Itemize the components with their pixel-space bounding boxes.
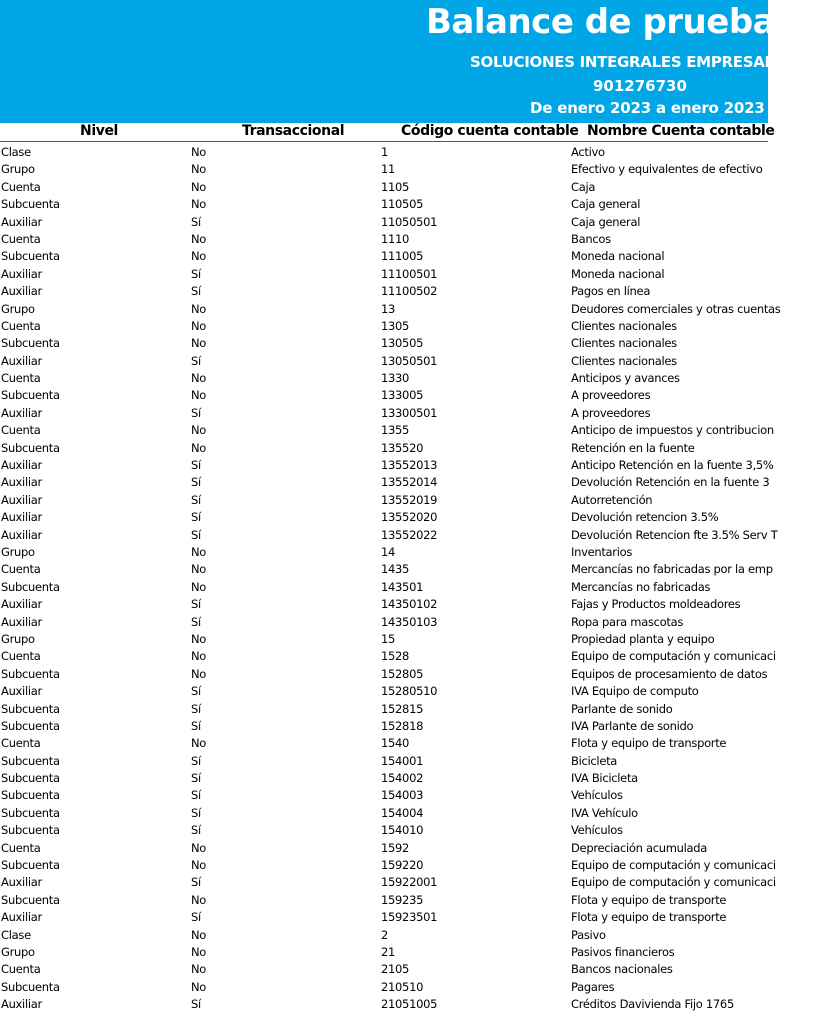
cell-nivel: Clase [1, 927, 31, 942]
cell-codigo: 1355 [381, 423, 410, 438]
cell-transaccional: Sí [191, 805, 201, 820]
cell-nivel: Subcuenta [1, 249, 60, 264]
table-row[interactable] [0, 527, 778, 544]
cell-transaccional: Sí [191, 753, 201, 768]
cell-codigo: 13552019 [381, 492, 438, 507]
cell-nivel: Subcuenta [1, 440, 60, 455]
cell-transaccional: Sí [191, 718, 201, 733]
cell-nivel: Cuenta [1, 840, 41, 855]
cell-codigo: 14350102 [381, 597, 438, 612]
cell-nombre: Moneda nacional [571, 249, 665, 264]
table-row[interactable] [0, 318, 768, 335]
table-row[interactable] [0, 405, 768, 422]
cell-nivel: Auxiliar [1, 266, 42, 281]
cell-nombre: Autorretención [571, 492, 653, 507]
cell-nivel: Auxiliar [1, 353, 42, 368]
table-row[interactable] [0, 892, 768, 909]
cell-nivel: Subcuenta [1, 823, 60, 838]
table-row[interactable] [0, 683, 768, 700]
cell-transaccional: Sí [191, 405, 201, 420]
cell-transaccional: No [191, 318, 207, 333]
cell-transaccional: No [191, 858, 207, 873]
cell-nivel: Auxiliar [1, 527, 42, 542]
table-row[interactable] [0, 387, 768, 404]
cell-nivel: Auxiliar [1, 510, 42, 525]
table-row[interactable] [0, 474, 768, 491]
company-name: SOLUCIONES INTEGRALES EMPRESARIAI [470, 53, 798, 71]
cell-nombre: Devolución Retención en la fuente 3 [571, 475, 770, 490]
table-row[interactable] [0, 770, 768, 787]
cell-transaccional: Sí [191, 701, 201, 716]
cell-transaccional: Sí [191, 266, 201, 281]
cell-nivel: Cuenta [1, 423, 41, 438]
cell-nombre: Parlante de sonido [571, 701, 673, 716]
table-row[interactable] [0, 283, 768, 300]
cell-nombre: Anticipo Retención en la fuente 3,5% [571, 458, 774, 473]
cell-codigo: 11100502 [381, 284, 438, 299]
cell-codigo: 15 [381, 631, 396, 646]
cell-transaccional: No [191, 388, 207, 403]
cell-codigo: 15280510 [381, 684, 438, 699]
cell-transaccional: No [191, 336, 207, 351]
cell-codigo: 1305 [381, 318, 410, 333]
table-row[interactable] [0, 718, 768, 735]
cell-transaccional: Sí [191, 284, 201, 299]
cell-transaccional: No [191, 962, 207, 977]
cell-nombre: Pagares [571, 979, 615, 994]
cell-codigo: 13050501 [381, 353, 438, 368]
cell-nombre: Equipo de computación y comunicaci [571, 875, 776, 890]
cell-codigo: 15923501 [381, 910, 438, 925]
cell-transaccional: No [191, 145, 207, 159]
cell-codigo: 14350103 [381, 614, 438, 629]
cell-nombre: Devolución Retencion fte 3.5% Serv T [571, 527, 778, 542]
table-row[interactable] [0, 353, 768, 370]
table-row[interactable] [0, 961, 768, 978]
cell-nivel: Auxiliar [1, 405, 42, 420]
table-row[interactable] [0, 301, 781, 318]
cell-nombre: Mercancías no fabricadas [571, 579, 711, 594]
cell-nivel: Auxiliar [1, 684, 42, 699]
cell-nombre: Moneda nacional [571, 266, 665, 281]
cell-transaccional: No [191, 736, 207, 751]
table-row[interactable] [0, 927, 768, 944]
table-row[interactable] [0, 787, 768, 804]
table-row[interactable] [0, 561, 773, 578]
table-row[interactable] [0, 631, 768, 648]
cell-nivel: Subcuenta [1, 197, 60, 212]
cell-transaccional: Sí [191, 614, 201, 629]
cell-nombre: Caja [571, 179, 596, 194]
cell-codigo: 13 [381, 301, 396, 316]
cell-codigo: 2 [381, 927, 389, 942]
cell-codigo: 2105 [381, 962, 410, 977]
cell-transaccional: No [191, 649, 207, 664]
cell-transaccional: No [191, 631, 207, 646]
table-row[interactable] [0, 614, 768, 631]
cell-codigo: 1110 [381, 231, 410, 246]
cell-nivel: Cuenta [1, 562, 41, 577]
cell-transaccional: No [191, 197, 207, 212]
cell-nivel: Subcuenta [1, 753, 60, 768]
cell-codigo: 1528 [381, 649, 410, 664]
cell-codigo: 1105 [381, 179, 410, 194]
table-row[interactable] [0, 509, 768, 526]
table-row[interactable] [0, 440, 768, 457]
table-header [0, 123, 775, 142]
cell-transaccional: No [191, 162, 207, 177]
table-row[interactable] [0, 266, 768, 283]
cell-nivel: Auxiliar [1, 475, 42, 490]
table-row[interactable] [0, 492, 768, 509]
cell-codigo: 154010 [381, 823, 424, 838]
cell-transaccional: Sí [191, 684, 201, 699]
cell-nombre: Caja general [571, 197, 641, 212]
cell-transaccional: Sí [191, 527, 201, 542]
cell-nombre: Bancos nacionales [571, 962, 673, 977]
cell-codigo: 11100501 [381, 266, 438, 281]
cell-nivel: Grupo [1, 544, 35, 559]
cell-codigo: 154003 [381, 788, 424, 803]
cell-nivel: Auxiliar [1, 214, 42, 229]
table-row[interactable] [0, 248, 768, 265]
table-row[interactable] [0, 161, 768, 178]
cell-transaccional: Sí [191, 910, 201, 925]
cell-nivel: Auxiliar [1, 458, 42, 473]
cell-nombre: Equipo de computación y comunicaci [571, 858, 776, 873]
cell-nivel: Cuenta [1, 962, 41, 977]
column-header-nombre[interactable]: Nombre Cuenta contable [587, 123, 775, 139]
cell-nombre: Retención en la fuente [571, 440, 695, 455]
cell-nombre: Equipos de procesamiento de datos [571, 666, 768, 681]
cell-nivel: Auxiliar [1, 597, 42, 612]
cell-codigo: 11 [381, 162, 396, 177]
report-header [0, 0, 833, 123]
cell-transaccional: Sí [191, 458, 201, 473]
cell-nivel: Subcuenta [1, 858, 60, 873]
cell-transaccional: Sí [191, 875, 201, 890]
cell-nombre: Fajas y Productos moldeadores [571, 597, 741, 612]
cell-transaccional: No [191, 544, 207, 559]
cell-transaccional: Sí [191, 788, 201, 803]
cell-transaccional: No [191, 440, 207, 455]
table-row[interactable] [0, 196, 768, 213]
table-row[interactable] [0, 996, 768, 1013]
table-body [0, 144, 781, 1024]
table-row[interactable] [0, 666, 768, 683]
cell-transaccional: No [191, 371, 207, 386]
cell-nivel: Grupo [1, 301, 35, 316]
cell-nombre: Ropa para mascotas [571, 614, 684, 629]
cell-codigo: 210510 [381, 979, 424, 994]
cell-nombre: A proveedores [571, 405, 651, 420]
cell-nivel: Grupo [1, 162, 35, 177]
cell-codigo: 21051005 [381, 997, 438, 1012]
cell-nivel: Clase [1, 145, 31, 159]
cell-codigo: 135520 [381, 440, 424, 455]
cell-nombre: Activo [571, 145, 605, 159]
cell-codigo: 11050501 [381, 214, 438, 229]
table-row[interactable] [0, 944, 768, 961]
cell-nombre: Inventarios [571, 544, 633, 559]
cell-nombre: Clientes nacionales [571, 336, 677, 351]
column-header-transaccional[interactable]: Transaccional [242, 123, 345, 139]
cell-nombre: IVA Parlante de sonido [571, 718, 694, 733]
cell-nombre: Pagos en línea [571, 284, 651, 299]
cell-codigo: 1330 [381, 371, 410, 386]
cell-nivel: Subcuenta [1, 979, 60, 994]
cell-nivel: Cuenta [1, 231, 41, 246]
cell-transaccional: Sí [191, 997, 201, 1012]
table-row[interactable] [0, 144, 768, 161]
cell-nombre: IVA Vehículo [571, 805, 638, 820]
cell-nombre: Bicicleta [571, 753, 618, 768]
cell-nivel: Grupo [1, 944, 35, 959]
cell-nombre: Devolución retencion 3.5% [571, 510, 719, 525]
cell-nivel: Cuenta [1, 371, 41, 386]
cell-codigo: 1 [381, 145, 389, 159]
cell-nivel: Auxiliar [1, 492, 42, 507]
cell-codigo: 13552014 [381, 475, 438, 490]
cell-codigo: 1592 [381, 840, 410, 855]
cell-transaccional: No [191, 666, 207, 681]
cell-transaccional: No [191, 562, 207, 577]
cell-nombre: Clientes nacionales [571, 353, 677, 368]
cell-codigo: 13300501 [381, 405, 438, 420]
cell-nivel: Subcuenta [1, 805, 60, 820]
cell-nivel: Grupo [1, 631, 35, 646]
table-row[interactable] [0, 544, 768, 561]
table-row[interactable] [0, 231, 768, 248]
cell-codigo: 1435 [381, 562, 410, 577]
cell-nombre: IVA Bicicleta [571, 771, 638, 786]
cell-nombre: Flota y equipo de transporte [571, 736, 727, 751]
cell-nivel: Subcuenta [1, 771, 60, 786]
cell-nivel: Subcuenta [1, 388, 60, 403]
table-row[interactable] [0, 179, 768, 196]
cell-transaccional: No [191, 301, 207, 316]
cell-nombre: Propiedad planta y equipo [571, 631, 715, 646]
cell-nivel: Subcuenta [1, 788, 60, 803]
report-title: Balance de prueba ge [426, 2, 833, 42]
cell-transaccional: No [191, 892, 207, 907]
cell-transaccional: Sí [191, 492, 201, 507]
cell-codigo: 143501 [381, 579, 424, 594]
cell-transaccional: No [191, 179, 207, 194]
cell-transaccional: No [191, 944, 207, 959]
table-row[interactable] [0, 335, 768, 352]
cell-codigo: 159220 [381, 858, 424, 873]
cell-nivel: Cuenta [1, 649, 41, 664]
cell-nombre: Vehículos [571, 788, 623, 803]
cell-nombre: Anticipo de impuestos y contribucion [571, 423, 774, 438]
cell-nombre: Clientes nacionales [571, 318, 677, 333]
cell-codigo: 130505 [381, 336, 424, 351]
table-row[interactable] [0, 370, 768, 387]
cell-transaccional: No [191, 231, 207, 246]
cell-nivel: Subcuenta [1, 336, 60, 351]
table-row[interactable] [0, 422, 774, 439]
cell-codigo: 154004 [381, 805, 424, 820]
cell-nivel: Subcuenta [1, 701, 60, 716]
cell-transaccional: No [191, 249, 207, 264]
cell-transaccional: No [191, 579, 207, 594]
cell-transaccional: Sí [191, 214, 201, 229]
cell-codigo: 15922001 [381, 875, 438, 890]
cell-transaccional: No [191, 927, 207, 942]
table-row[interactable] [0, 457, 774, 474]
cell-nombre: Equipo de computación y comunicaci [571, 649, 776, 664]
cell-transaccional: Sí [191, 353, 201, 368]
cell-transaccional: No [191, 979, 207, 994]
table-row[interactable] [0, 822, 768, 839]
cell-nombre: Pasivo [571, 927, 606, 942]
cell-nombre: Flota y equipo de transporte [571, 910, 727, 925]
cell-codigo: 154001 [381, 753, 424, 768]
table-row[interactable] [0, 648, 776, 665]
cell-nivel: Subcuenta [1, 579, 60, 594]
cell-codigo: 1540 [381, 736, 410, 751]
table-row[interactable] [0, 753, 768, 770]
cell-transaccional: Sí [191, 771, 201, 786]
cell-codigo: 13552020 [381, 510, 438, 525]
column-header-codigo[interactable]: Código cuenta contable [401, 123, 579, 139]
cell-nivel: Subcuenta [1, 666, 60, 681]
report-period: De enero 2023 a enero 2023 [530, 99, 765, 117]
cell-transaccional: Sí [191, 475, 201, 490]
cell-codigo: 14 [381, 544, 396, 559]
cell-transaccional: Sí [191, 510, 201, 525]
cell-nombre: Flota y equipo de transporte [571, 892, 727, 907]
table-row[interactable] [0, 214, 768, 231]
cell-nombre: Mercancías no fabricadas por la emp [571, 562, 773, 577]
cell-nivel: Subcuenta [1, 718, 60, 733]
table-row[interactable] [0, 874, 776, 891]
column-header-nivel[interactable]: Nivel [80, 123, 118, 139]
table-row[interactable] [0, 909, 768, 926]
cell-codigo: 152805 [381, 666, 424, 681]
cell-nombre: Deudores comerciales y otras cuentas [571, 301, 781, 316]
table-row[interactable] [0, 805, 768, 822]
cell-nivel: Auxiliar [1, 997, 42, 1012]
cell-nivel: Auxiliar [1, 284, 42, 299]
cell-codigo: 159235 [381, 892, 424, 907]
cell-codigo: 152818 [381, 718, 424, 733]
cell-nombre: Efectivo y equivalentes de efectivo [571, 162, 763, 177]
table-row[interactable] [0, 840, 768, 857]
cell-transaccional: No [191, 423, 207, 438]
table-row[interactable] [0, 579, 768, 596]
cell-nivel: Cuenta [1, 179, 41, 194]
cell-nombre: IVA Equipo de computo [571, 684, 699, 699]
cell-codigo: 13552013 [381, 458, 438, 473]
cell-codigo: 21 [381, 944, 396, 959]
cell-nombre: A proveedores [571, 388, 651, 403]
cell-nivel: Cuenta [1, 318, 41, 333]
table-row[interactable] [0, 596, 768, 613]
cell-nivel: Auxiliar [1, 910, 42, 925]
cell-nivel: Auxiliar [1, 614, 42, 629]
cell-nombre: Bancos [571, 231, 611, 246]
cell-nivel: Cuenta [1, 736, 41, 751]
table-row[interactable] [0, 735, 768, 752]
cell-transaccional: Sí [191, 597, 201, 612]
cell-nombre: Créditos Davivienda Fijo 1765 [571, 997, 734, 1012]
cell-codigo: 133005 [381, 388, 424, 403]
table-row[interactable] [0, 857, 776, 874]
cell-nombre: Vehículos [571, 823, 623, 838]
table-row[interactable] [0, 979, 768, 996]
cell-codigo: 110505 [381, 197, 424, 212]
cell-nivel: Subcuenta [1, 892, 60, 907]
cell-codigo: 152815 [381, 701, 424, 716]
cell-nombre: Depreciación acumulada [571, 840, 707, 855]
cell-transaccional: Sí [191, 823, 201, 838]
company-nit: 901276730 [593, 77, 687, 95]
cell-nombre: Anticipos y avances [571, 371, 680, 386]
cell-nivel: Auxiliar [1, 875, 42, 890]
cell-codigo: 111005 [381, 249, 424, 264]
cell-codigo: 154002 [381, 771, 424, 786]
cell-transaccional: No [191, 840, 207, 855]
cell-nombre: Caja general [571, 214, 641, 229]
table-row[interactable] [0, 701, 768, 718]
cell-nombre: Pasivos financieros [571, 944, 675, 959]
cell-codigo: 13552022 [381, 527, 438, 542]
